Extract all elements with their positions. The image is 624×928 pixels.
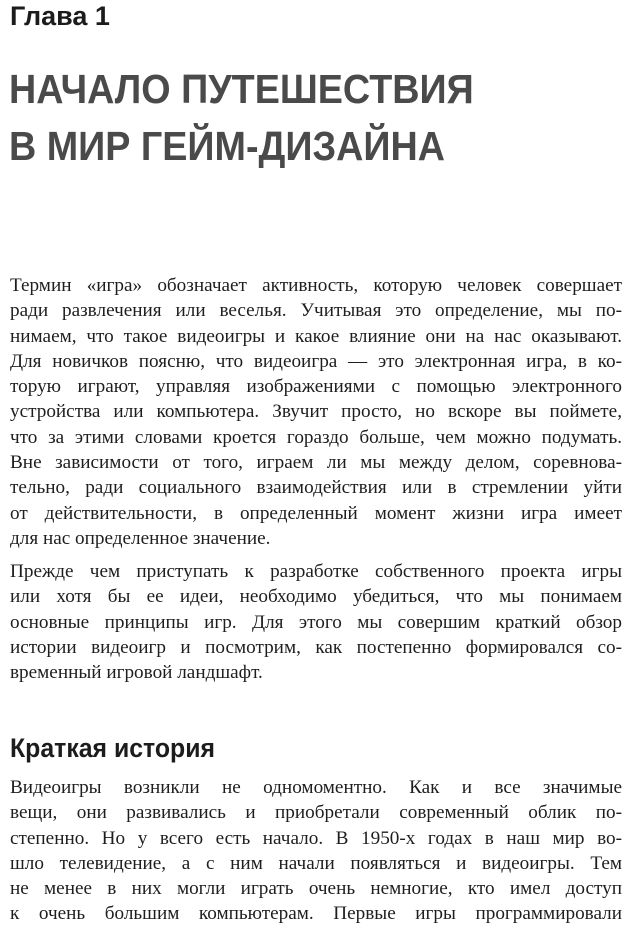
- text-line: основные принципы игр. Для этого мы совершим краткий обзор: [10, 611, 622, 633]
- history-paragraph: [10, 775, 622, 927]
- chapter-title-line-2: В МИР ГЕЙМ-ДИЗАЙНА: [9, 123, 445, 169]
- text-line: шло телевидение, а с ним начали появляться и видеоигры. Тем: [10, 852, 622, 874]
- text-line: Для новичков поясню, что видеоигра — это электронная игра, в ко-: [10, 350, 622, 372]
- section-heading: Краткая история: [10, 733, 216, 763]
- text-line: Термин «игра» обозначает активность, которую человек совершает: [10, 275, 622, 296]
- text-line: вещи, они развивались и приобретали современный облик по-: [10, 802, 622, 824]
- text-line: или хотя бы ее идеи, необходимо убедиться, что мы понимаем: [10, 586, 622, 608]
- text-line: что за этими словами кроется гораздо больше, чем можно подумать.: [10, 426, 622, 448]
- text-line: от действительности, в определенный момент жизни игра имеет: [10, 502, 622, 524]
- chapter-title: [9, 61, 474, 175]
- text-line: торую играют, управляя изображениями с помощью электронного: [10, 376, 622, 398]
- chapter-label: Глава 1: [10, 1, 110, 31]
- text-line: Прежде чем приступать к разработке собственного проекта игры: [10, 561, 622, 582]
- text-line: временный игровой ландшафт.: [10, 662, 263, 684]
- intro-paragraph-1: [10, 273, 622, 551]
- text-line: тельно, ради социального взаимодействия или в стремлении уйти: [10, 477, 622, 499]
- text-line: истории видеоигр и посмотрим, как постепенно формировался со-: [10, 636, 622, 658]
- text-line: устройства или компьютера. Звучит просто, но вскоре вы поймете,: [10, 401, 622, 423]
- text-line: Видеоигры возникли не одномоментно. Как и все значимые: [10, 777, 622, 798]
- text-line: Вне зависимости от того, играем ли мы между делом, соревнова-: [10, 452, 622, 474]
- text-line: для нас определенное значение.: [10, 527, 271, 549]
- text-line: степенно. Но у всего есть начало. В 1950-х годах в наш мир во-: [10, 827, 622, 849]
- text-line: ради развлечения или веселья. Учитывая это определение, мы по-: [10, 300, 622, 322]
- chapter-title-line-1: НАЧАЛО ПУТЕШЕСТВИЯ: [9, 66, 474, 112]
- text-line: нимаем, что такое видеоигры и какое влияние они на нас оказывают.: [10, 325, 622, 347]
- text-line: не менее в них могли играть очень немногие, кто имел доступ: [10, 878, 622, 900]
- text-line: к очень большим компьютерам. Первые игры программировали: [10, 903, 622, 925]
- intro-paragraph-2: [10, 559, 622, 685]
